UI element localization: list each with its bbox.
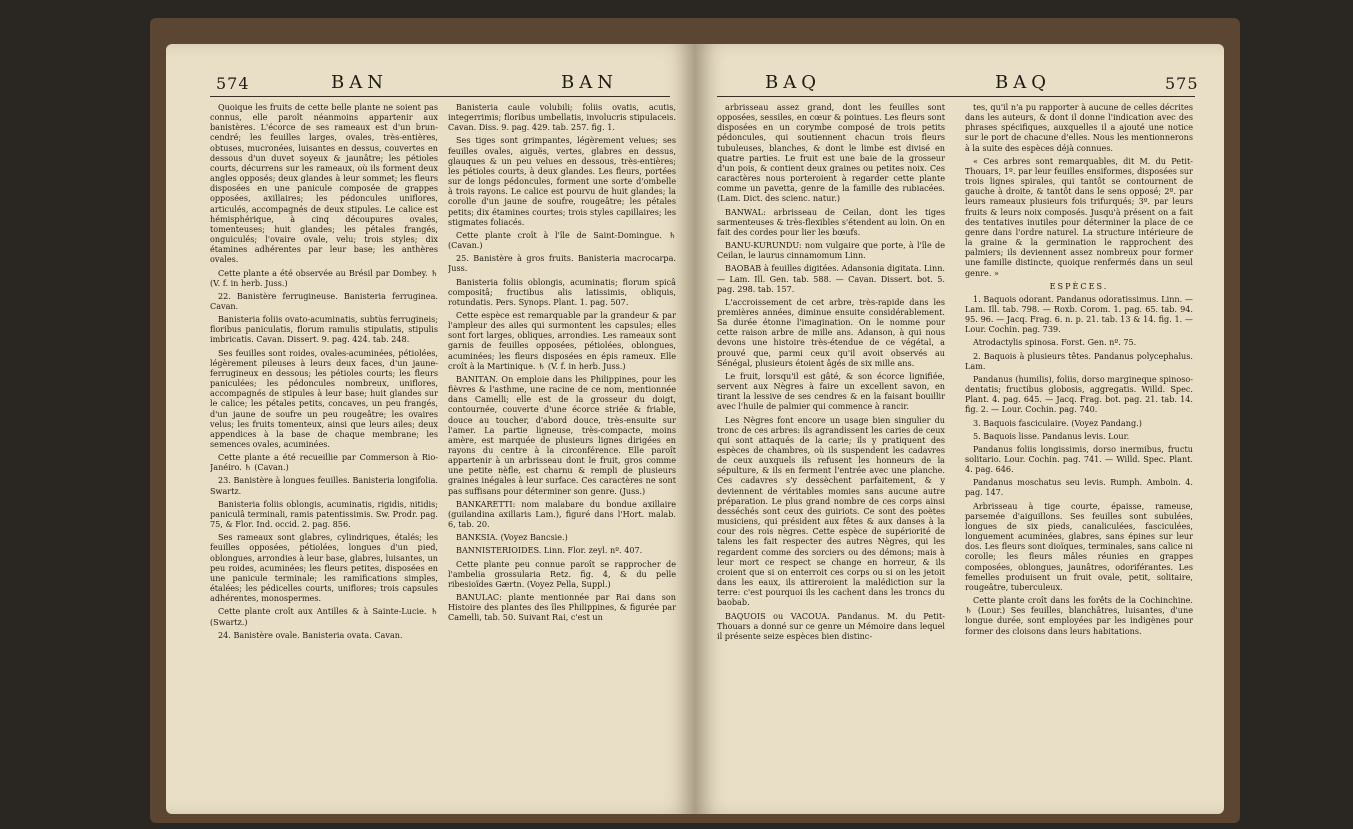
paragraph: BAOBAB à feuilles digitées. Adansonia digitata. Linn. — Lam. Ill. Gen. tab. 588. — Cavan. Dissert. bot. 5. pag. 298. tab. 157. xyxy=(717,263,945,294)
paragraph: Atrodactylis spinosa. Forst. Gen. nº. 75. xyxy=(973,337,1137,348)
paragraph: Cette plante croît dans les forêts de la Cochinchine. ♄ (Lour.) Ses feuilles, blanchâtres, luisantes, d'une longue durée, sont employées par les indigènes pour former des cloisons dans leurs habitations. xyxy=(965,595,1193,636)
paragraph: 1. Baquois odorant. Pandanus odoratissimus. Linn. — Lam. Ill. tab. 798. — Roxb. Corom. 1. pag. 65. tab. 94. 95. 96. — Jacq. Frag. 6. n. p. 21. tab. 13 & 14. fig. 1. — Lour. Cochin. pag. 739. xyxy=(965,293,1193,335)
paragraph: 3. Baquois fasciculaire. (Voyez Pandang.) xyxy=(973,417,1142,428)
paragraph: 2. Baquois à plusieurs têtes. Pandanus polycephalus. Lam. xyxy=(965,350,1193,371)
paragraph: 25. Banistère à gros fruits. Banisteria macrocarpa. Juss. xyxy=(448,253,676,274)
paragraph: Pandanus (humilis), foliis, dorso margineque spinoso-dentatis; fructibus globosis, aggregatis. Willd. Spec. Plant. 4. pag. 645. — Jacq. Frag. bot. pag. 21. tab. 14. fig. 2. — Lour. Cochin. pag. 740. xyxy=(965,373,1193,415)
right-page xyxy=(695,44,1224,814)
paragraph: Cette plante croît à l'île de Saint-Domingue. ♄ (Cavan.) xyxy=(448,229,676,251)
paragraph: Banisteria foliis ovato-acuminatis, subtùs ferrugineis; floribus paniculatis, florum ramulis stipulatis, stipulis imbricatis. Cavan. Dissert. 9. pag. 424. tab. 248. xyxy=(210,314,438,345)
left-page xyxy=(166,44,695,814)
running-head-left-2: BAN xyxy=(561,72,618,93)
paragraph: Cette plante croît aux Antilles & à Sainte-Lucie. ♄ (Swartz.) xyxy=(210,606,438,627)
paragraph: 24. Banistère ovale. Banisteria ovata. Cavan. xyxy=(218,629,403,640)
paragraph: BAQUOIS ou VACOUA. Pandanus. M. du Petit-Thouars a donné sur ce genre un Mémoire dans lequel il présente seize espèces bien distinc- xyxy=(717,610,945,641)
paragraph: L'accroissement de cet arbre, très-rapide dans les premières années, diminue ensuite considérablement. Sa durée étonne l'imagination. On le nomme pour cette raison arbre de mille ans. Adanson, à qui nous devons une histoire très-étendue de ce végétal, a prouvé que, parmi ceux qu'il avoit observés au Sénégal, plusieurs étoient âgés de six mille ans. xyxy=(717,296,945,368)
paragraph: Ses feuilles sont roides, ovales-acuminées, pétiolées, légèrement pileuses à leurs deux faces, d'un jaune-ferrugineux en dessous; les pétioles courts; les fleurs paniculées; les pédoncules nombreux, uniflores, accompagnés de stipules à leur base; huit glandes sur le calice; les pétales petits, concaves, un peu frangés, d'un jaune de soufre un peu rougeâtre; les ovaires velus; les fruits tomenteux, ainsi que leurs ailes; deux appendices à la base de chaque membrane; les semences ovales, acuminées. xyxy=(210,347,438,449)
paragraph: Pandanus moschatus seu levis. Rumph. Amboin. 4. pag. 147. xyxy=(965,477,1193,498)
paragraph: Cette espèce est remarquable par la grandeur & par l'ampleur des ailes qui surmontent les capsules; elles sont fort larges, obliques, arrondies. Les rameaux sont garnis de feuilles opposées, pétiolées, oblongues, acuminées; les fleurs disposées en épis rameux. Elle croît à la Martinique. ♄ (V. f. in herb. Juss.) xyxy=(448,309,676,371)
page-number-right: 575 xyxy=(1165,74,1199,93)
book xyxy=(150,18,1240,823)
paragraph: BANWAL: arbrisseau de Ceilan, dont les tiges sarmenteuses & très-flexibles s'étendent au loin. On en fait des cordes pour lier les bœufs. xyxy=(717,206,945,237)
paragraph: Ses tiges sont grimpantes, légèrement velues; ses feuilles ovales, aiguës, vertes, glabres en dessus, glauques & un peu velues en dessous, très-entières; les pétioles courts, à deux glandes. Les fleurs, portées sur de longs pédoncules, forment une sorte d'ombelle à trois rayons. Le calice est pourvu de huit glandes; la corolle d'un jaune de soufre, rougeâtre; les pétales petits; dix étamines courtes; trois styles capillaires; les stigmates foliacés. xyxy=(448,135,676,227)
paragraph: Arbrisseau à tige courte, épaisse, rameuse, parsemée d'aiguillons. Ses feuilles sont subulées, longues de six pieds, canaliculées, fasciculées, longuement acuminées, glabres, sans épines sur leur dos. Les fleurs sont dioïques, terminales, sans calice ni corolle; les fleurs mâles réunies en grappes composées, oblongues, jaunâtres, odoriférantes. Les femelles produisent un fruit ovale, petit, solitaire, rougeâtre, tuberculeux. xyxy=(965,500,1193,592)
paragraph: BANULAC: plante mentionnée par Rai dans son Histoire des plantes des îles Philippines, & figurée par Camelli, tab. 50. Suivant Rai, c'est un xyxy=(448,592,676,623)
header-rule-left xyxy=(210,96,670,97)
paragraph: Cette plante peu connue paroît se rapprocher de l'ambelia grossularia Retz. fig. 4, & du pelle ribesioïdes Gærtn. (Voyez Pella, Suppl.) xyxy=(448,558,676,589)
paragraph: Pandanus foliis longissimis, dorso inermibus, fructu solitario. Lour. Cochin. pag. 741. — Willd. Spec. Plant. 4. pag. 646. xyxy=(965,443,1193,475)
paragraph: 23. Banistère à longues feuilles. Banisteria longifolia. Swartz. xyxy=(210,475,438,496)
paragraph: Quoique les fruits de cette belle plante ne soient pas connus, elle paroît néanmoins appartenir aux banistères. L'écorce de ses rameaux est d'un brun-cendré; les feuilles larges, ovales, très-entières, obtuses, mucronées, luisantes en dessus, couvertes en dessous d'un duvet soyeux & jaunâtre; les pétioles courts, décurrens sur les rameaux, où ils forment deux angles opposés; deux glandes à leur sommet; les fleurs disposées en une panicule composée de grappes opposées, axillaires; les pédoncules uniflores, articulés, accompagnés de deux stipules. Le calice est hémisphérique, à cinq découpures ovales, tomenteuses; huit glandes; les pétales frangés, onguiculés; l'ovaire ovale, velu; trois styles; dix étamines adhérentes par leur base; les anthères ovales. xyxy=(210,102,438,265)
paragraph: Le fruit, lorsqu'il est gâté, & son écorce lignifiée, servent aux Nègres à faire un excellent savon, en tirant la lessive de ses cendres & en la faisant bouillir avec l'huile de palmier qui commence à rancir. xyxy=(717,370,945,412)
paragraph: BANKARETTI: nom malabare du bondue axillaire (guilandina axillaris Lam.), figuré dans l'Hort. malab. 6, tab. 20. xyxy=(448,498,676,530)
paragraph: tes, qu'il n'a pu rapporter à aucune de celles décrites dans les auteurs, & dont il donne l'indication avec des phrases spécifiques, auxquelles il a ajouté une notice sur le port de chacune d'elles. Nous les mentionnerons à la suite des espèces déjà connues. xyxy=(965,102,1193,153)
running-head-right-2: BAQ xyxy=(995,72,1051,93)
paragraph: arbrisseau assez grand, dont les feuilles sont opposées, sessiles, en cœur & pointues. Les fleurs sont disposées en un corymbe composé de trois petits pédoncules, qui soutiennent chacun trois fleurs tubuleuses, blanches, & dont le limbe est divisé en quatre parties. Le fruit est une baie de la grosseur d'un pois, & contient deux graines ou petites noix. Ces caractères nous porteroient à regarder cette plante comme un pavetta, genre de la famille des rubiacées. (Lam. Dict. des scienc. natur.) xyxy=(717,102,945,204)
paragraph: Banisteria foliis oblongis, acuminatis; florum spicâ compositâ; fructibus alis latissimis, obliquis, rotundatis. Pers. Synops. Plant. 1. pag. 507. xyxy=(448,276,676,307)
paragraph: « Ces arbres sont remarquables, dit M. du Petit-Thouars, 1º. par leur feuilles ensiformes, disposées sur trois lignes spirales, qui tantôt se contournent de gauche à droite, & tantôt dans le sens opposé; 2º. par leurs rameaux plusieurs fois trifurqués; 3º. par leurs fruits & leurs noix composés. Jusqu'à présent on a fait des tentatives inutiles pour déterminer la place de ce genre dans l'ordre naturel. La structure intérieure de la graine & la germination le rapprochent des palmiers; ils deviennent assez nombreux pour former une famille distincte, quoique renfermés dans un seul genre. » xyxy=(965,155,1193,278)
paragraph: Les Nègres font encore un usage bien singulier du tronc de ces arbres: ils agrandissent les caries de ceux qui sont attaqués de la carie; ils y pratiquent des espèces de chambres, où ils suspendent les cadavres de ceux auxquels ils refusent les honneurs de la sépulture, & ils en ferment l'entrée avec une planche. Ces cadavres s'y dessèchent parfaitement, & y deviennent de véritables momies sans aucune autre préparation. Le plus grand nombre de ces corps ainsi desséchés sont ceux des guiriots. Ce sont des poètes musiciens, qui président aux fêtes & aux danses à la cour des rois nègres. Cette espèce de supériorité de talens les fait respecter des autres Nègres, qui les regardent comme des sorciers ou des démons; mais à leur mort ce respect se change en horreur, & ils croient que si on enterroit ces corps ou si on les jetoit dans les eaux, ils attireroient la malédiction sur la terre: c'est pourquoi ils les cachent dans les troncs du baobab. xyxy=(717,414,945,608)
paragraph: Cette plante a été recueillie par Commerson à Rio-Janéiro. ♄ (Cavan.) xyxy=(210,452,438,473)
paragraph: Banisteria foliis oblongis, acuminatis, rigidis, nitidis; paniculâ terminali, ramis patentissimis. Sw. Prodr. pag. 75, & Flor. Ind. occid. 2. pag. 856. xyxy=(210,498,438,530)
running-head-left-1: BAN xyxy=(331,72,388,93)
header-rule-right xyxy=(717,96,1195,97)
left-page-column-1 xyxy=(210,102,438,802)
right-page-column-2 xyxy=(965,102,1193,802)
paragraph: ESPÈCES. xyxy=(1049,280,1109,291)
paragraph: BANKSIA. (Voyez Bancsie.) xyxy=(456,532,568,543)
running-head-right-1: BAQ xyxy=(765,72,821,93)
page-number-left: 574 xyxy=(216,74,250,93)
paragraph: BANNISTERIOIDES. Linn. Flor. zeyl. nº. 407. xyxy=(456,545,643,556)
paragraph: Cette plante a été observée au Brésil par Dombey. ♄ (V. f. in herb. Juss.) xyxy=(210,267,438,288)
paragraph: 22. Banistère ferrugineuse. Banisteria ferruginea. Cavan. xyxy=(210,290,438,311)
paragraph: 5. Baquois lisse. Pandanus levis. Lour. xyxy=(973,430,1130,441)
paragraph: BANU-KURUNDU: nom vulgaire que porte, à l'île de Ceilan, le laurus cinnamomum Linn. xyxy=(717,240,945,261)
paragraph: BANITAN. On emploie dans les Philippines, pour les fièvres & l'asthme, une racine de ce nom, mentionnée dans Camelli; elle est de la grosseur du doigt, contournée, couverte d'une écorce striée & friable, douce au toucher, d'abord douce, très-ensuite sur l'amer. La partie ligneuse, très-compacte, moins amère, est marquée de plusieurs lignes dirigées en rayons du centre à la circonférence. Elle paroît appartenir à un arbrisseau dont le fruit, gros comme une petite nèfle, est charnu & rempli de plusieurs graines inégales à leur surface. Ces caractères ne sont pas suffisans pour déterminer son genre. (Juss.) xyxy=(448,373,676,496)
paragraph: Banisteria caule volubili; foliis ovatis, acutis, integerrimis; floribus umbellatis, involucris stipulaceis. Cavan. Diss. 9. pag. 429. tab. 257. fig. 1. xyxy=(448,102,676,133)
left-page-column-2 xyxy=(448,102,676,802)
right-page-column-1 xyxy=(717,102,945,802)
paragraph: Ses rameaux sont glabres, cylindriques, étalés; les feuilles opposées, pétiolées, longues d'un pied, oblongues, arrondies à leur base, glabres, luisantes, un peu roides, acuminées; les fleurs petites, disposées en une panicule terminale; les ramifications simples, étalées; les pédicelles courts, uniflores; trois capsules adhérentes, monospermes. xyxy=(210,532,438,604)
